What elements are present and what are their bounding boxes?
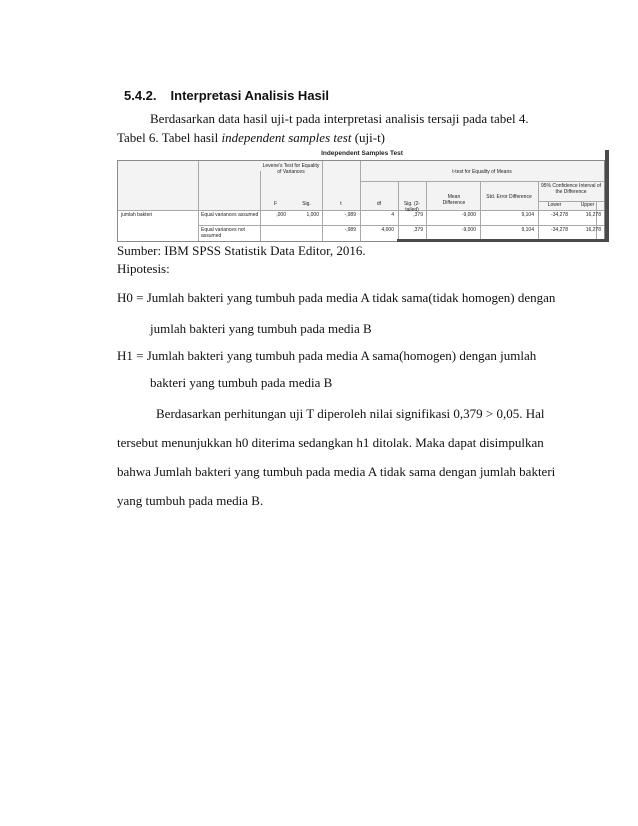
conclusion-line-3: bahwa Jumlah bakteri yang tumbuh pada media A tidak sama dengan jumlah bakteri [117, 464, 556, 479]
h1-line-2: bakteri yang tumbuh pada media B [150, 375, 333, 390]
cell: -,989 [344, 227, 356, 233]
h1-line-1: H1 = Jumlah bakteri yang tumbuh pada media A sama(homogen) dengan jumlah [117, 348, 537, 363]
h0-line-2: jumlah bakteri yang tumbuh pada media B [150, 321, 372, 336]
cell: ,379 [413, 227, 423, 233]
section-number: 5.4.2. [124, 88, 157, 103]
cell: 9,104 [521, 212, 534, 218]
col-header: df [376, 201, 382, 207]
col-header: Std. Error Difference [486, 194, 532, 200]
col-header: F [273, 201, 278, 207]
cell: 4 [391, 212, 394, 218]
col-header: t [340, 201, 342, 207]
grid-line [360, 181, 604, 182]
grid-line [198, 225, 604, 226]
cell: -9,000 [461, 227, 476, 233]
image-border [605, 150, 609, 242]
cell: 4,000 [381, 227, 394, 233]
spss-table-title: Independent Samples Test [321, 150, 403, 157]
conclusion-line-1: Berdasarkan perhitungan uji T diperoleh nilai signifikasi 0,379 > 0,05. Hal [156, 406, 545, 421]
conclusion-line-4: yang tumbuh pada media B. [117, 493, 264, 508]
h0-line-1: H0 = Jumlah bakteri yang tumbuh pada media A tidak sama(tidak homogen) dengan [117, 290, 556, 305]
caption-prefix: Tabel 6. Tabel hasil [117, 130, 222, 145]
col-header: Sig. [302, 201, 311, 207]
cell: -34,278 [551, 212, 568, 218]
levene-header: Levene's Test for Equality of Variances [262, 163, 320, 175]
caption-italic: independent samples test [221, 130, 352, 145]
cell: 16,278 [585, 227, 601, 233]
cell: ,379 [413, 212, 423, 218]
grid-line [118, 210, 604, 211]
ci-header: 95% Confidence Interval of the Difference [540, 183, 602, 195]
cell: -9,000 [461, 212, 476, 218]
cell: 1,000 [306, 212, 319, 218]
grid-line [198, 161, 199, 241]
conclusion-line-2: tersebut menunjukkan h0 diterima sedangkan h1 ditolak. Maka dapat disimpulkan [117, 435, 544, 450]
cell: -34,278 [551, 227, 568, 233]
col-header: Sig. (2-tailed) [403, 201, 421, 213]
spss-independent-samples-table [117, 150, 607, 242]
section-title: Interpretasi Analisis Hasil [170, 88, 330, 103]
spss-table-frame [117, 160, 605, 242]
row-label: Equal variances not assumed [201, 227, 245, 239]
ttest-header: t-test for Equality of Means [452, 169, 512, 175]
section-heading [124, 88, 329, 103]
cell: 9,104 [521, 227, 534, 233]
hypothesis-label: Hipotesis: [117, 261, 170, 276]
row-group-label: jumlah bakteri [121, 212, 153, 218]
col-header: Mean Difference [442, 194, 466, 206]
col-header: Lower [547, 202, 562, 208]
intro-paragraph: Berdasarkan data hasil uji-t pada interpretasi analisis tersaji pada tabel 4. [150, 111, 529, 126]
image-border [397, 239, 607, 242]
source-line: Sumber: IBM SPSS Statistik Data Editor, 2016. [117, 243, 366, 258]
cell: 16,278 [585, 212, 601, 218]
row-label: Equal variances assumed [201, 212, 259, 218]
cell: -,989 [344, 212, 356, 218]
caption-suffix: (uji-t) [351, 130, 386, 145]
col-header: Upper [580, 202, 595, 208]
table-caption [117, 130, 385, 146]
cell: ,000 [276, 212, 286, 218]
